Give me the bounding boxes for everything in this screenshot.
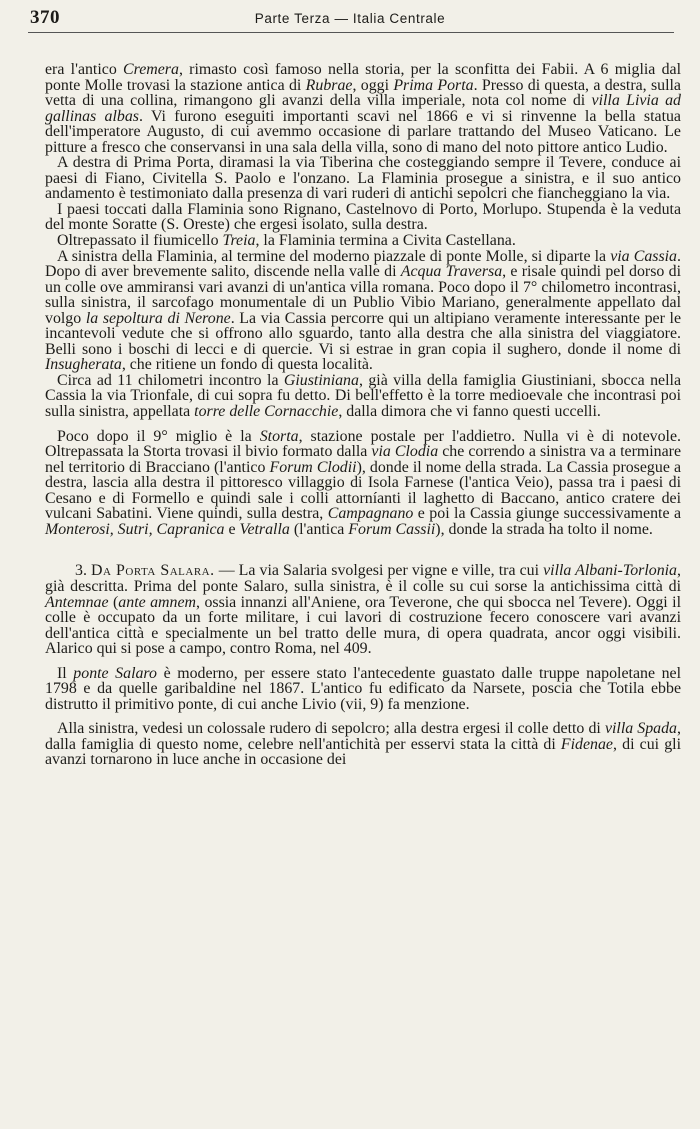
text-run: , dalla famiglia di questo nome, celebre nell'antichità per esservi stata la città di [45,720,681,753]
paragraph [45,373,681,420]
italic-term: Fidenae [560,735,613,753]
text-run: , già descritta. Prima del ponte Salaro, sulla sinistra, è il colle su cui sorse la antichissima città di [45,562,681,595]
text-run: , oggi [352,76,394,94]
text-run: , stazione postale per l'addietro. Nulla vi è di notevole. Oltrepassata la Storta trovasi il bivio formato dalla [45,427,681,461]
text-run: Poco dopo il 9° miglio è la [57,427,260,445]
text-run: e poi la Cassia giunge successivamente a [413,505,681,523]
text-run: ), donde la strada ha tolto il nome. [435,520,653,538]
text-run: Circa ad 11 chilometri incontro la [57,371,284,389]
text-run: I paesi toccati dalla Flaminia sono Rignano, Castelnovo di Porto, Morlupo. Stupenda è la veduta del monte Soratte (S. Oreste) che ergesi isolato, sulla destra. [45,200,681,234]
italic-term: Monterosi, Sutri, Capranica [45,520,225,538]
paragraph [45,155,681,202]
body-text [45,62,681,768]
paragraph [45,429,681,538]
italic-term: villa Spada [604,720,678,738]
italic-term: Insugherata [45,356,122,374]
text-run: , che ritiene un fondo di questa località. [121,356,373,374]
italic-term: torre delle Cornacchie [194,403,339,421]
header-rule [28,32,674,33]
text-run: , di cui gli avanzi tornarono in luce anche in occasione dei [45,735,681,769]
text-run: , già villa della famiglia Giustiniani, sbocca nella Cassia la via Trionfale, di cui sopra fu detto. Di bell'effetto è la torre medioevale che incontrasi poi sulla sinistra, appellata [45,371,681,421]
paragraph [45,249,681,373]
text-run: . Presso di questa, a destra, sulla vetta di una collina, rimangono gli avanzi della villa imperiale, nota col nome di [45,76,681,110]
italic-term: villa Livia ad gallinas albas [45,92,681,125]
italic-term: Storta [259,427,299,445]
text-run: Il [57,664,74,682]
text-run: (l'antica [289,520,349,538]
page-header [30,6,670,30]
section-paragraph [45,563,681,656]
text-run: e [224,520,240,538]
italic-term: Treia [222,232,256,250]
italic-term: via Clodia [371,443,439,461]
text-run: , ossia innanzi all'Aniene, ora Teverone, che qui sbocca nel Tevere). Oggi il colle è occupato da un forte militare, i cui lavori di costruzione fecero conoscere vari avanzi dell'antica città e specialmente un bel tratto delle mura, di opera quadrata, ancor oggi visibili. Alarico qui si pose a campo, contro Roma, nel 409. [45,593,682,658]
italic-term: Rubrae [305,76,353,94]
text-run: , la Flaminia termina a Civita Castellana. [255,232,516,250]
italic-term: Cremera [123,61,179,78]
italic-term: Giustiniana [283,371,359,389]
running-title: Parte Terza — Italia Centrale [254,10,446,26]
italic-term: Prima Porta [393,76,474,94]
text-run: A destra di Prima Porta, diramasi la via Tiberina che costeggiando sempre il Tevere, conduce ai paesi di Fiano, Civitella S. Paolo e l'onzano. La Flaminia prosegue a sinistra, e il suo antico andamento è testimoniato dalla presenza di vari ruderi di antichi sepolcri che fiancheggiano la via. [45,154,681,203]
italic-term: Antemnae [45,593,109,611]
paragraph [45,233,681,249]
italic-term: Campagnano [327,505,414,523]
paragraph [45,62,681,155]
italic-term: la sepoltura di Nerone [85,309,231,327]
text-run: Alla sinistra, vedesi un colossale rudero di sepolcro; alla destra ergesi il colle detto di [57,720,605,738]
italic-term: ponte Salaro [73,664,157,682]
italic-term: villa Albani-Torlonia [543,562,678,580]
paragraph [45,666,681,713]
text-run: era l'antico [45,61,124,78]
text-run: 3. [75,562,92,580]
paragraph [45,202,681,233]
page-number: 370 [30,7,60,28]
italic-term: Acqua Traversa [400,263,503,281]
italic-term: Forum Clodii [269,458,357,476]
text-run: ), donde il nome della strada. La Cassia prosegue a destra, lascia alla destra il pittoresco villaggio di Isola Farnese (l'antica Veio), passa tra i paesi di Cesano e di Formello e quindi sale i colli attorníanti il laghetto di Baccano, antico cratere dei vulcani Sabatini. Viene quindi, sulla destra, [45,458,682,523]
italic-term: Vetralla [239,520,290,538]
section-heading: Da Porta Salara. [91,562,215,580]
text-run: A sinistra della Flaminia, al termine del moderno piazzale di ponte Molle, si diparte la [57,247,611,265]
text-run: . Vi furono eseguiti importanti scavi nel 1866 e vi si rinvenne la bella statua dell'imperatore Augusto, di cui avemmo occasione di parlare trattando del Museo Vaticano. Le pitture a fresco che conservansi in una sala della villa, sono di mano del noto pittore antico Ludio. [45,107,681,156]
text-run: che correndo a sinistra va a terminare nel territorio di Bracciano (l'antico [45,443,682,476]
text-run: . Dopo di aver brevemente salito, discende nella valle di [45,247,681,281]
italic-term: Forum Cassii [348,520,436,538]
text-run: è moderno, per essere stato l'antecedente guastato dalle truppe napoletane nel 1798 e da quelle garibaldine nel 1867. L'antico fu edificato da Narsete, poscia che Totila ebbe distrutto il primitivo ponte, di cui anche Livio (vii, 9) fa menzione. [45,664,681,713]
text-run: — La via Salaria svolgesi per vigne e ville, tra cui [214,562,544,580]
italic-term: ante amnem [118,593,197,611]
text-run: , dalla dimora che vi fanno questi uccelli. [338,403,601,421]
text-run: . La via Cassia percorre qui un altipiano veramente interessante per le incantevoli vedute che si offrono allo sguardo, tanto alla destra che alla sinistra del viaggiatore. Belli sono i boschi di lecci e di quercie. Vi si estrae in gran copia il sughero, donde il nome di [45,309,681,358]
text-run: , e risale quindi pel dorso di un colle ove ammiransi vari avanzi di un'antica villa romana. Poco dopo il 7° chilometro incontrasi, sulla sinistra, il sarcofago monumentale di un Publio Vibio Mariano, generalmente appellato dal volgo [45,263,681,327]
italic-term: via Cassia [610,247,677,265]
text-run: ( [108,593,119,611]
text-run: Oltrepassato il fiumicello [57,232,223,250]
paragraph [45,721,681,768]
text-run: , rimasto così famoso nella storia, per la sconfitta dei Fabii. A 6 miglia dal ponte Molle trovasi la stazione antica di [45,61,681,94]
